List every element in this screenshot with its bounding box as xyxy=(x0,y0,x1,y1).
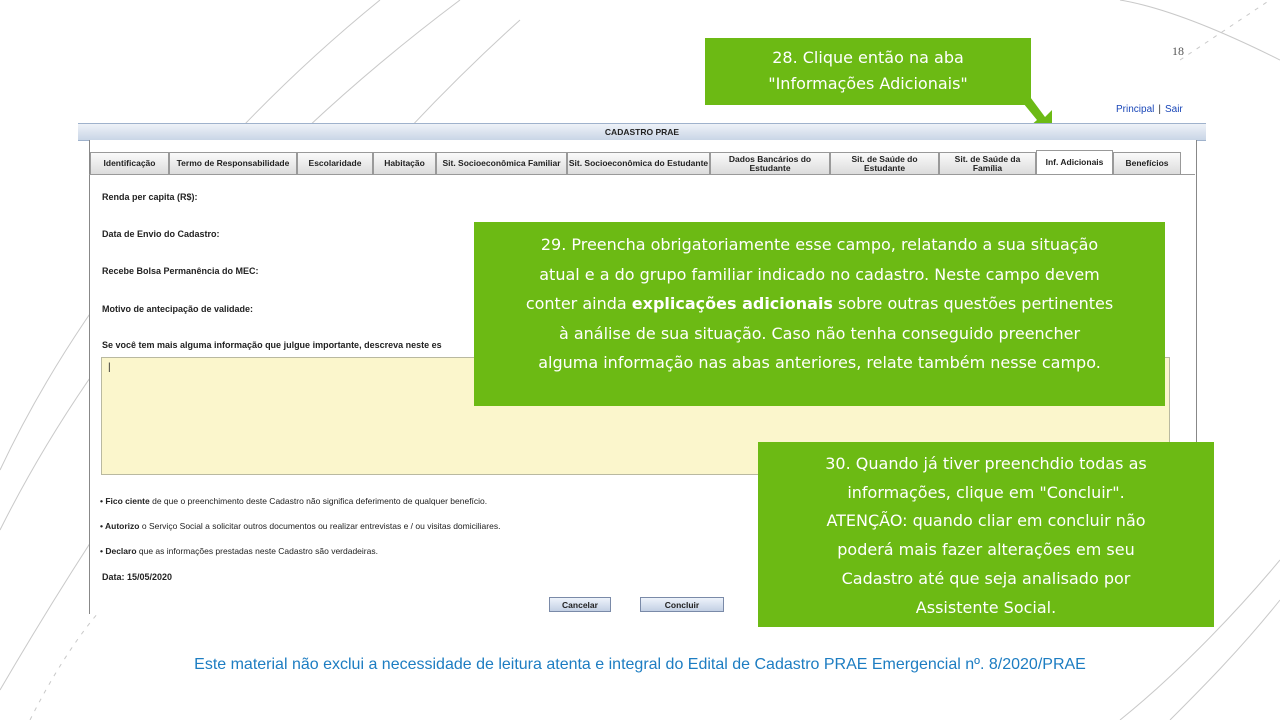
tab-underline xyxy=(89,174,1195,175)
tab-habitacao[interactable]: Habitação xyxy=(373,152,436,174)
declaration-fico-ciente xyxy=(100,496,487,506)
declaration-bold: • Fico ciente xyxy=(100,496,150,506)
motivo-label: Motivo de antecipação de validade: xyxy=(102,304,254,314)
callout-line: atual e a do grupo familiar indicado no cadastro. Neste campo devem xyxy=(539,264,1100,284)
callout-line: Assistente Social. xyxy=(915,597,1057,617)
tab-escolaridade[interactable]: Escolaridade xyxy=(297,152,373,174)
renda-label: Renda per capita (R$): xyxy=(102,192,198,202)
text-caret: | xyxy=(108,362,111,373)
callout-line: informações, clique em "Concluir". xyxy=(847,482,1125,502)
sair-link[interactable]: Sair xyxy=(1164,104,1183,115)
conclude-button[interactable]: Concluir xyxy=(640,597,724,612)
tab-inf-adicionais[interactable]: Inf. Adicionais xyxy=(1036,150,1113,174)
callout-line: 30. Quando já tiver preenchdio todas as xyxy=(825,454,1147,473)
tab-beneficios[interactable]: Benefícios xyxy=(1113,152,1181,174)
declaration-autorizo xyxy=(100,521,500,531)
callout-step-30 xyxy=(758,442,1214,627)
declaration-text: que as informações prestadas neste Cadastro são verdadeiras. xyxy=(136,546,378,556)
declaration-bold: • Autorizo xyxy=(100,521,140,531)
declaration-declaro xyxy=(100,546,378,556)
info-prompt-label: Se você tem mais alguma informação que julgue importante, descreva neste es xyxy=(102,340,442,350)
tab-dados-bancarios[interactable]: Dados Bancários do Estudante xyxy=(710,152,830,174)
declaration-bold: • Declaro xyxy=(100,546,137,556)
callout-line: à análise de sua situação. Caso não tenha conseguido preencher xyxy=(558,323,1081,343)
form-title: CADASTRO PRAE xyxy=(78,123,1206,141)
tab-termo-responsabilidade[interactable]: Termo de Responsabilidade xyxy=(169,152,297,174)
tab-saude-estudante[interactable]: Sit. de Saúde do Estudante xyxy=(830,152,939,174)
tab-sit-socioeconomica-estudante[interactable]: Sit. Socioeconômica do Estudante xyxy=(567,152,710,174)
principal-link[interactable]: Principal xyxy=(1116,104,1155,115)
callout-step-28 xyxy=(705,38,1031,105)
callout-line: 29. Preencha obrigatoriamente esse campo, relatando a sua situação xyxy=(540,235,1099,254)
callout-line: "Informações Adicionais" xyxy=(768,74,968,93)
callout-line: alguma informação nas abas anteriores, relate também nesse campo. xyxy=(538,353,1101,372)
link-separator: | xyxy=(1158,104,1161,115)
tab-identificacao[interactable]: Identificação xyxy=(90,152,169,174)
callout-line: 28. Clique então na aba xyxy=(772,48,964,67)
data-envio-label: Data de Envio do Cadastro: xyxy=(102,229,220,239)
callout-step-29 xyxy=(474,222,1165,406)
callout-text: conter ainda xyxy=(525,294,632,313)
callout-text: sobre outras questões pertinentes xyxy=(832,294,1114,313)
callout-line: poderá mais fazer alterações em seu xyxy=(837,540,1135,560)
page-number: 18 xyxy=(1172,44,1184,58)
declaration-text: de que o preenchimento deste Cadastro não significa deferimento de qualquer benefício. xyxy=(149,496,488,506)
footer-disclaimer: Este material não exclui a necessidade de leitura atenta e integral do Edital de Cadastro PRAE Emergencial nº. 8/2020/PRAE xyxy=(194,656,1086,673)
callout-line xyxy=(474,289,1165,319)
cancel-button[interactable]: Cancelar xyxy=(549,597,611,612)
callout-bold-text: explicações adicionais xyxy=(631,294,833,313)
bolsa-label: Recebe Bolsa Permanência do MEC: xyxy=(102,266,259,276)
date-label: Data: 15/05/2020 xyxy=(102,572,173,582)
tab-saude-familia[interactable]: Sit. de Saúde da Família xyxy=(939,152,1036,174)
callout-line: Cadastro até que seja analisado por xyxy=(841,568,1131,588)
tab-sit-socioeconomica-familiar[interactable]: Sit. Socioeconômica Familiar xyxy=(436,152,567,174)
declaration-text: o Serviço Social a solicitar outros documentos ou realizar entrevistas e / ou visitas domiciliares. xyxy=(139,521,501,531)
callout-line: ATENÇÃO: quando cliar em concluir não xyxy=(826,511,1146,531)
